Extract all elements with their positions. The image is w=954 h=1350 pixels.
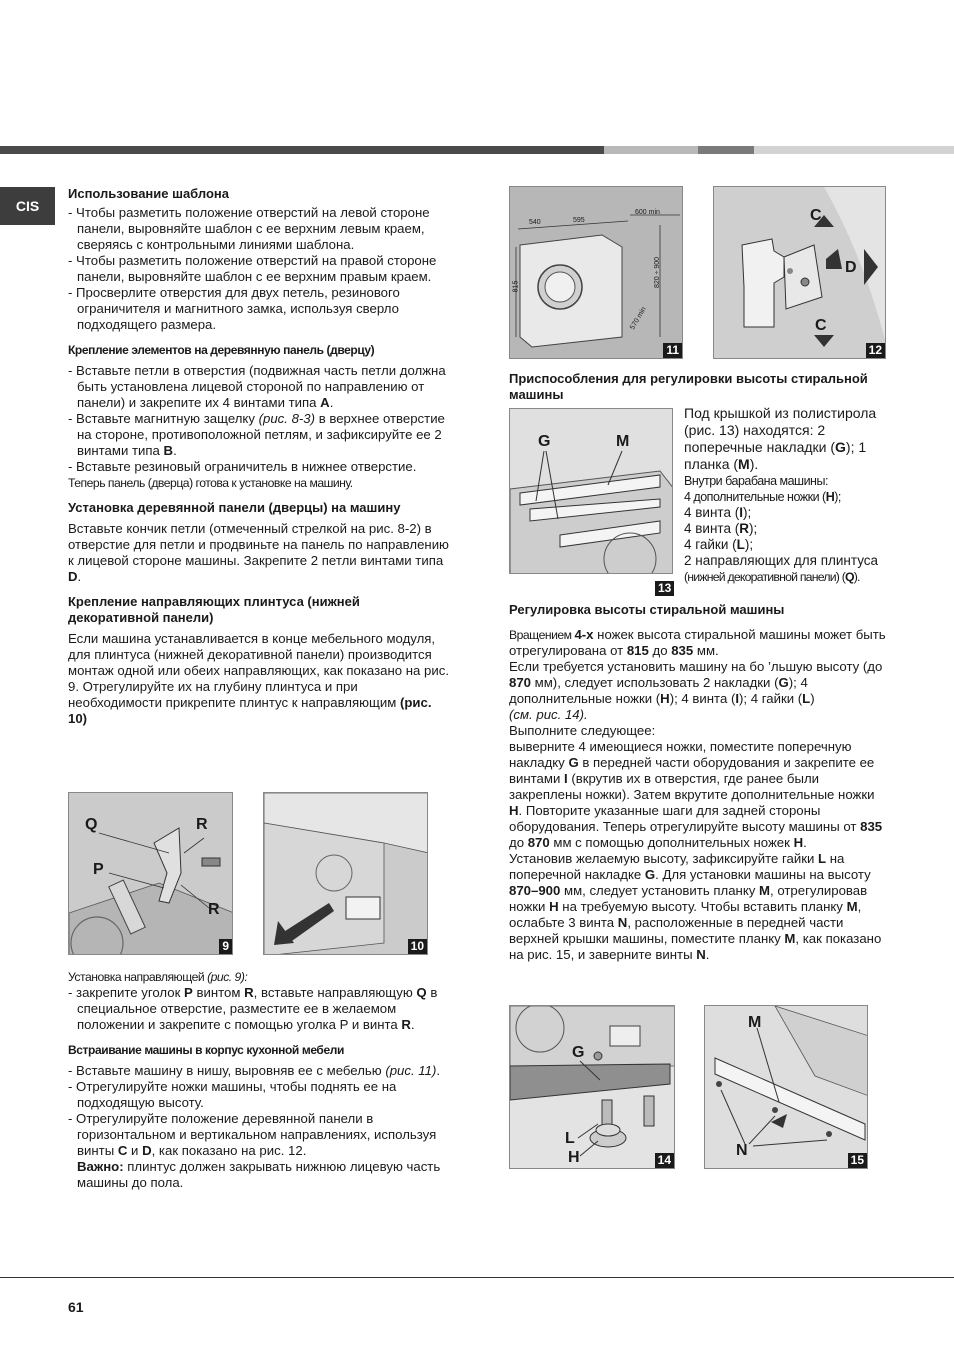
paragraph: выверните 4 имеющиеся ножки, поместите поперечную накладку G в передней части оборудования и закрепите ее винтами I (вкрутив их в отверстия, где ранее были закреплены ножки). Затем вкрутите дополнительные ножки H. Повторите указанные шаги для задней стороны оборудования. Теперь отрегулируйте высоту машины от 835 до 870 мм с помощью дополнительных ножек H.	[509, 739, 883, 850]
paragraph: Выполните следующее:	[509, 723, 656, 738]
left-column	[68, 186, 452, 727]
header-bar-dark	[0, 146, 604, 154]
list-item: - Вставьте машину в нишу, выровняв ее с мебелью (рис. 11).	[68, 1063, 441, 1078]
list-item: - Чтобы разметить положение отверстий на правой стороне панели, выровняйте шаблон с ее верхним правым краем.	[68, 253, 437, 284]
page-number: 61	[68, 1299, 84, 1315]
list-item: - Отрегулируйте положение деревянной панели в горизонтальном и вертикальном направлениях, используя винты C и D, как показано на рис. 12.	[68, 1111, 437, 1158]
paragraph: Под крышкой из полистирола (рис. 13) находятся: 2 поперечные накладки (G); 1 планка (M).	[684, 405, 877, 472]
language-tab: CIS	[0, 187, 55, 225]
header-bar-pale	[754, 146, 954, 154]
figure-number: 9	[219, 939, 232, 954]
section-title-panel-install: Установка деревянной панели (дверцы) на машину	[68, 500, 401, 515]
list-item: 4 винта (I);	[684, 505, 752, 520]
section-title-panel-mount: Крепление элементов на деревянную панель (дверцу)	[68, 343, 375, 357]
paragraph: Вращением 4-х ножек высота стиральной машины может быть отрегулирована от 815 до 835 мм.	[509, 627, 886, 658]
figure-12-drawing	[714, 187, 886, 359]
list-item: - закрепите уголок P винтом R, вставьте направляющую Q в специальное отверстие, разместите ее в желаемом положении и закрепите с помощью уголка P и винта R.	[68, 985, 438, 1032]
list-item: - Чтобы разметить положение отверстий на левой стороне панели, выровняйте шаблон с ее верхним левым краем, сверяясь с контрольными линиями шаблона.	[68, 205, 430, 252]
figure-13	[509, 408, 673, 574]
figure-14-drawing	[510, 1006, 675, 1169]
right-column-text	[509, 602, 889, 963]
dimension-label: 600 min	[635, 209, 660, 216]
dimension-label: 820 ÷ 900	[654, 256, 662, 289]
important-note: Важно: плинтус должен закрывать нижнюю лицевую часть машины до пола.	[77, 1159, 441, 1190]
label-Q: Q	[85, 816, 98, 833]
figure-12	[713, 186, 886, 359]
label-R: R	[208, 901, 220, 918]
label-G: G	[538, 433, 551, 450]
figure-10-drawing	[264, 793, 428, 955]
header-bar-mid	[698, 146, 754, 154]
figure-number: 13	[655, 581, 674, 596]
figure-14	[509, 1005, 675, 1169]
list-item: 2 направляющих для плинтуса	[684, 553, 879, 568]
figure-15-drawing	[705, 1006, 868, 1169]
list-item: - Вставьте магнитную защелку (рис. 8-3) в верхнее отверстие на стороне, противоположной петлям, и зафиксируйте ее 2 винтами типа B.	[68, 411, 445, 458]
figure-13-drawing	[510, 409, 673, 574]
label-M: M	[616, 433, 630, 450]
paragraph: Вставьте кончик петли (отмеченный стрелкой на рис. 8-2) в отверстие для петли и продвиньте на панель по направлению к лицевой стороне машины. Закрепите 2 петли винтами типа D.	[68, 521, 449, 584]
label-M: M	[748, 1014, 762, 1031]
section-title-template: Использование шаблона	[68, 186, 229, 201]
figure-15	[704, 1005, 868, 1169]
accessories-list	[684, 405, 889, 585]
list-item: - Просверлите отверстия для двух петель, резинового ограничителя и магнитного замка, используя сверло подходящего размера.	[68, 285, 400, 332]
list-item: - Вставьте резиновый ограничитель в нижнее отверстие.	[68, 459, 417, 474]
list-item: - Отрегулируйте ножки машины, чтобы поднять ее на подходящую высоту.	[68, 1079, 397, 1110]
section-title-plinth-guides: Крепление направляющих плинтуса (нижней декоративной панели)	[68, 594, 360, 625]
section-title-built-in: Встраивание машины в корпус кухонной мебели	[68, 1043, 344, 1057]
paragraph: Если требуется установить машину на бо ’льшую высоту (до 870 мм), следует использовать 2 накладки (G); 4 дополнительные ножки (H); 4 винта (I); 4 гайки (L) (см. рис. 14).	[509, 659, 883, 722]
dimension-label: 540	[529, 219, 541, 226]
list-item: 4 дополнительные ножки (H);	[684, 490, 841, 504]
figure-10	[263, 792, 428, 955]
label-H: H	[568, 1149, 580, 1166]
label-D: D	[845, 259, 857, 276]
figure-11	[509, 186, 683, 359]
left-column-lower	[68, 969, 452, 1191]
section-title-guide-install: Установка направляющей (рис. 9):	[68, 970, 248, 984]
figure-number: 12	[866, 343, 885, 358]
list-item: 4 винта (R);	[684, 521, 758, 536]
label-C: C	[815, 317, 827, 334]
label-P: P	[93, 861, 104, 878]
section-title-height-adjust: Регулировка высоты стиральной машины	[509, 602, 785, 617]
section-title-height-accessories: Приспособления для регулировки высоты стиральной машины	[509, 371, 868, 402]
figure-number: 11	[663, 343, 682, 358]
figure-number: 15	[848, 1153, 867, 1168]
footer-rule	[0, 1277, 954, 1278]
figure-9	[68, 792, 233, 955]
list-item: (нижней декоративной панели) (Q).	[684, 570, 860, 584]
inside-drum-heading: Внутри барабана машины:	[684, 474, 828, 488]
note-text: Теперь панель (дверца) готова к установке на машину.	[68, 476, 353, 490]
list-item: - Вставьте петли в отверстия (подвижная часть петли должна быть установлена лицевой стороной по направлению от панели) и закрепите их 4 винтами типа A.	[68, 363, 446, 410]
label-C: C	[810, 207, 822, 224]
header-bar	[0, 146, 954, 154]
dimension-label: 815	[512, 280, 520, 293]
header-bar-light	[604, 146, 698, 154]
paragraph: Если машина устанавливается в конце мебельного модуля, для плинтуса (нижней декоративной панели) производится монтаж одной или обеих направляющих, как показано на рис. 9. Отрегулируйте их на глубину плинтуса и при необходимости прикрепите плинтус к направляющим (рис. 10)	[68, 631, 450, 726]
dimension-label: 595	[573, 217, 585, 224]
figure-number: 10	[408, 939, 427, 954]
paragraph: Установив желаемую высоту, зафиксируйте гайки L на поперечной накладке G. Для установки машины на высоту 870–900 мм, следует установить планку M, отрегулировав ножки H на требуемую высоту. Чтобы вставить планку M, ослабьте 3 винта N, расположенные в передней части верхней крышки машины, поместите планку M, как показано на рис. 15, и заверните винты N.	[509, 851, 882, 962]
dimension-label: 570 min	[629, 305, 648, 332]
label-L: L	[565, 1130, 575, 1147]
list-item: 4 гайки (L);	[684, 537, 754, 552]
figure-number: 14	[655, 1153, 674, 1168]
label-N: N	[736, 1142, 748, 1159]
label-G: G	[572, 1044, 585, 1061]
label-R: R	[196, 816, 208, 833]
